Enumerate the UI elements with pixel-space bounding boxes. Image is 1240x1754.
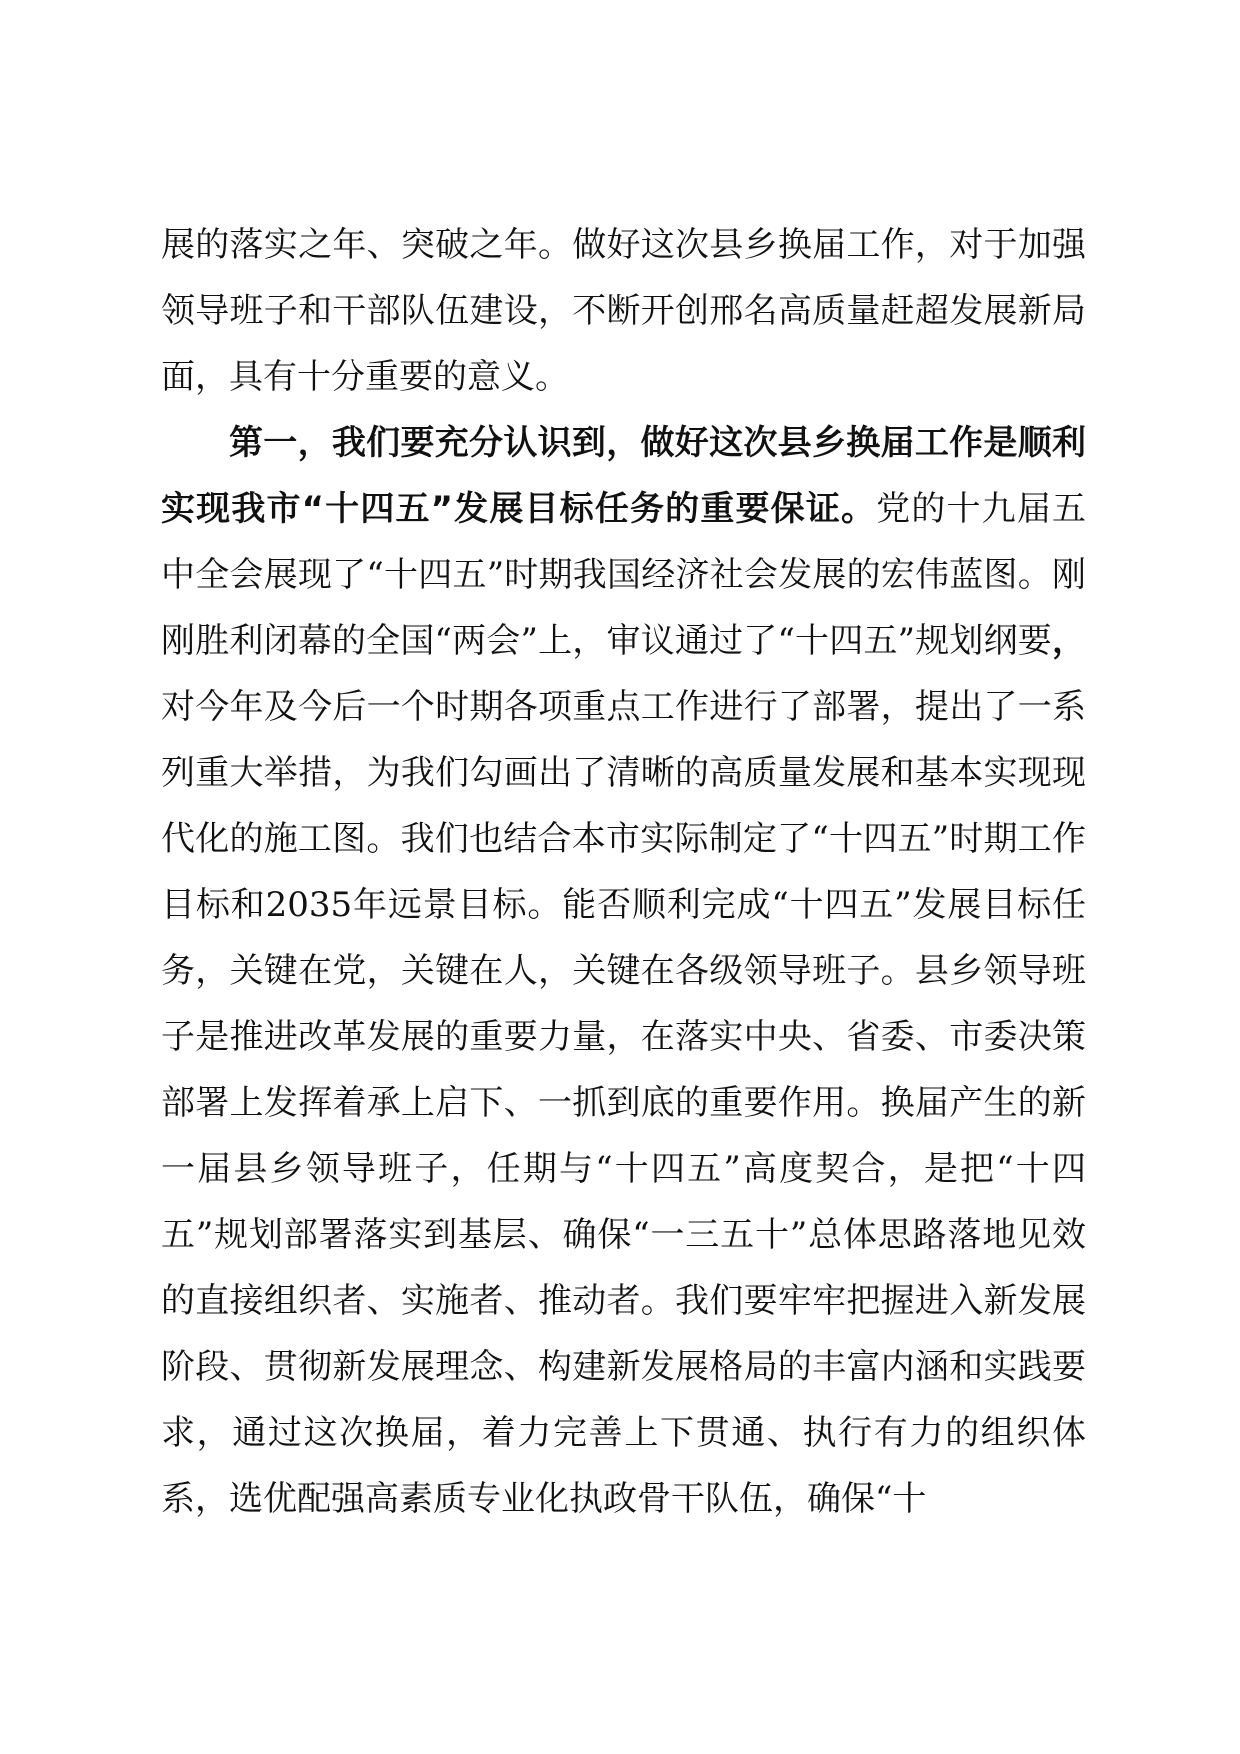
bold-comma: ， [1052, 621, 1086, 661]
paragraph-first-point [161, 410, 1086, 1532]
paragraph-continuation: 展的落实之年、突破之年。做好这次县乡换届工作，对于加强领导班子和干部队伍建设，不断开创邢名高质量赶超发展新局面，具有十分重要的意义。 [161, 225, 1086, 397]
bold-lead-sentence: 第一，我们要充分认识到，做好这次县乡换届工作是顺利实现我市“十四五”发展目标任务的重要保证。 [161, 423, 1086, 529]
body-text-part-2: 对今年及今后一个时期各项重点工作进行了部署，提出了一系列重大举措，为我们勾画出了清晰的高质量发展和基本实现现代化的施工图。我们也结合本市实际制定了“十四五”时期工作目标和2035年远景目标。能否顺利完成“十四五”发展目标任务，关键在党，关键在人，关键在各级领导班子。县乡领导班子是推进改革发展的重要力量，在落实中央、省委、市委决策部署上发挥着承上启下、一抓到底的重要作用。换届产生的新一届县乡领导班子，任期与“十四五”高度契合，是把“十四五”规划部署落实到基层、确保“一三五十”总体思路落地见效的直接组织者、实施者、推动者。我们要牢牢把握进入新发展阶段、贯彻新发展理念、构建新发展格局的丰富内涵和实践要求，通过这次换届，着力完善上下贯通、执行有力的组织体系，选优配强高素质专业化执政骨干队伍，确保“十 [161, 687, 1086, 1519]
document-body [161, 212, 1086, 1532]
body-text-part-1: 党的十九届五中全会展现了“十四五”时期我国经济社会发展的宏伟蓝图。刚刚胜利闭幕的全国“两会”上，审议通过了“十四五”规划纲要 [161, 489, 1086, 661]
